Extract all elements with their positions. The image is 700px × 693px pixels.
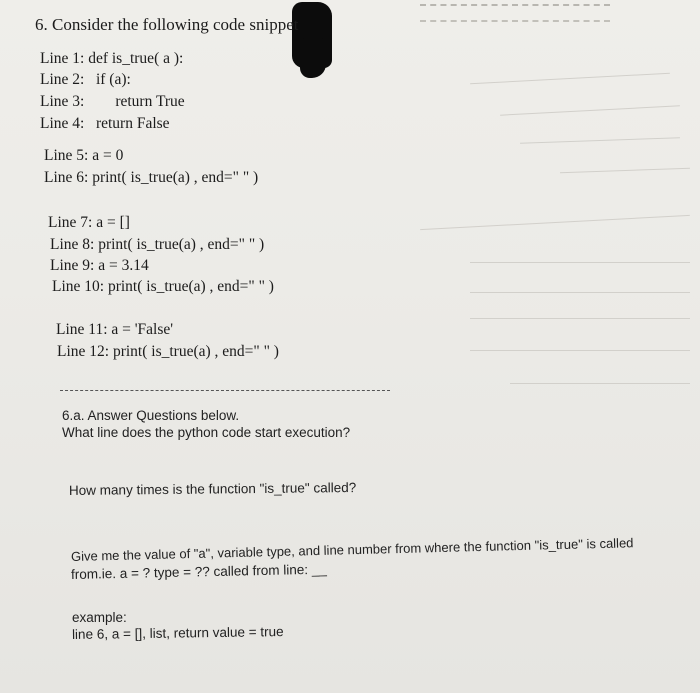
top-dashed-border [420,4,610,22]
question-1: What line does the python code start execution? [62,425,351,440]
code-line-10: Line 10: print( is_true(a) , end=" " ) [52,278,274,295]
question-title: 6. Consider the following code snippet [35,15,299,34]
code-line-4: Line 4: return False [40,115,170,132]
section-divider [60,390,390,391]
question-3-line-2: from.ie. a = ? type = ?? called from line: __ [70,561,327,582]
bleed-through-line [510,383,690,384]
code-line-6: Line 6: print( is_true(a) , end=" " ) [44,169,259,186]
bleed-through-line [470,262,690,263]
answers-heading: 6.a. Answer Questions below. [62,408,240,423]
bleed-through-line [470,292,690,293]
redaction-mark [300,38,326,78]
bleed-through-line [470,350,690,351]
bleed-through-line [420,215,690,230]
question-3-line-1: Give me the value of "a", variable type, and line number from where the function "is_true" is called [70,535,634,564]
code-line-11: Line 11: a = 'False' [56,321,174,338]
code-line-2: Line 2: if (a): [40,71,131,88]
bleed-through-line [520,137,680,144]
code-line-8: Line 8: print( is_true(a) , end=" " ) [50,236,265,253]
bleed-through-line [470,73,670,84]
example-label: example: [72,610,127,625]
bleed-through-line [560,168,690,174]
question-2: How many times is the function "is_true" called? [68,479,357,498]
code-line-9: Line 9: a = 3.14 [50,257,149,274]
example-text: line 6, a = [], list, return value = true [71,624,284,642]
bleed-through-line [470,318,690,319]
bleed-through-line [500,105,680,115]
code-line-12: Line 12: print( is_true(a) , end=" " ) [57,343,279,360]
code-line-5: Line 5: a = 0 [44,147,124,164]
code-line-1: Line 1: def is_true( a ): [40,50,184,67]
code-line-7: Line 7: a = [] [48,214,130,231]
code-line-3: Line 3: return True [40,93,185,110]
